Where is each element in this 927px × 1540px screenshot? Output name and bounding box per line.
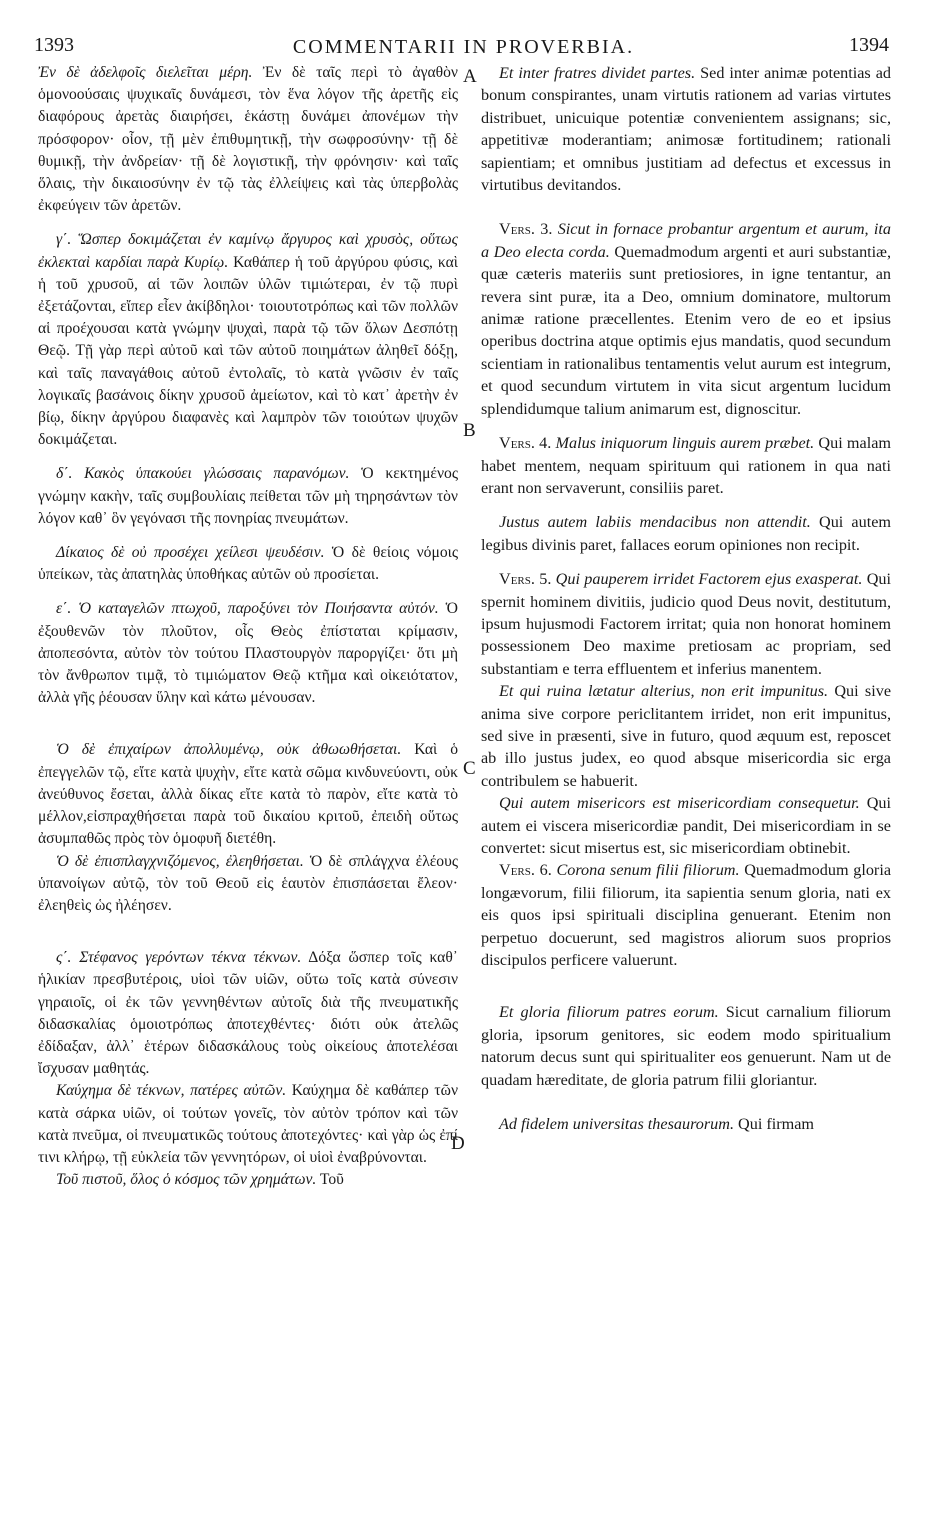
greek-text: Καθάπερ ἡ τοῦ ἀργύρου φύσις, καὶ ἡ τοῦ χρυσοῦ, αἱ τῶν λοιπῶν ὑλῶν τιμιώτεραι, ἐν τῷ πυρὶ ἐξετάζονται, εἴπερ εἶεν ἀκίβδηλοι· τοιουτοτρόπως καὶ τῶν πολλῶν αἱ προέχουσαι κατὰ γνώμην ψυχαὶ, παρὰ τῷ τῶν ὅλων Δεσπότῃ Θεῷ. Τῇ γὰρ περὶ αὐτοῦ καὶ τῶν αὐτοῦ ποιημάτων ἀληθεῖ δόξῃ, καὶ ταῖς παναγάθοις αὐτοῦ ἐντολαῖς, τὸ κατὰ γνῶσιν ἐν ταῖς λογικαῖς βασάνοις δίκην χρυσοῦ ἀμείωτον, καὶ τὸ κατ᾽ ἀρετὴν ἐν βίῳ, δίκην ἀργύρου διαφανὲς καὶ λαμπρὸν τῶν τοιούτων ψυχῶν δοκιμάζεται. [38,253,458,449]
greek-paragraph [38,1169,458,1191]
greek-lemma: ε΄. Ὁ καταγελῶν πτωχοῦ, παροξύνει τὸν Ποιήσαντα αὐτόν. [56,600,439,618]
margin-letter-c: C [463,758,476,779]
greek-text: Ὁ ἐξουθενῶν τὸν πλοῦτον, οἷς Θεὸς ἐπίσταται κρίμασιν, ἀποπεσόντα, αὐτὸν τὸν τούτου Πλαστουργὸν παροργίζει· ὅτι μὴ τὸν ἄνθρωπον τιμᾷ, τὸ τιμιώματον Θεῷ κτῆμα καὶ οἰκειότατον, ἀλλὰ γῆς ῥέουσαν ὕλην καὶ κάτω μένουσαν. [38,600,459,707]
latin-text: Qui malam habet mentem, nequam spirituum qui rationem in qua nati erant non servaverunt, consiliis paret. [481,434,891,497]
greek-lemma: Ἐν δὲ ἀδελφοῖς διελεῖται μέρη. [38,64,253,81]
greek-text: Ἐν δὲ ταῖς περὶ τὸ ἀγαθὸν ὁμονοούσαις ψυχικαῖς δυνάμεσι, τὸν ἕνα λόγον τῆς ἀρετῆς εἰς διαφόρους ἀρετὰς διαιρήσει, ἑκάστῃ δυνάμει ἀπονέμων τὴν πρόσφορον· οἷον, τῇ μὲν ἐπιθυμητικῇ, τὴν σωφροσύνην· τῇ δὲ θυμικῇ, τὴν ἀνδρείαν· τῇ δὲ λογιστικῇ, τὴν φρόνησιν· καὶ ταῖς ὅλαις, τὴν δικαιοσύνην ἐν τῷ τὰς ἐλλείψεις καὶ τὰς ὑπερβολὰς ἐκφεύγειν τῶν ἀρετῶν. [38,64,458,215]
latin-paragraph [481,218,891,420]
latin-lemma: Qui autem misericors est misericordiam consequetur. [499,794,860,813]
page-header [0,28,927,62]
latin-text: Qui sive anima sive corpore periclitantem irridet, non erit impunitus, sed sive in præsenti, sive in futuro, quod æquum est, reposcet ab illo justus judex, eo quod absque misericordia sic erga contribulem se habuerit. [481,682,891,790]
greek-paragraph [38,739,458,850]
latin-lemma: Et gloria filiorum patres eorum. [499,1003,719,1022]
greek-paragraph [38,1080,458,1169]
margin-letter-b: B [463,420,476,441]
latin-text: Qui spernit hominem divitiis, judicio quod Deus novit, destitutum, ipsum hujusmodi Factorem irritat; quia non honorat hominem possessionem Deo maxime pretiosam ac propriam, sed substantiam e terra effluentem et inferius manentem. [481,570,892,678]
latin-text: Quemadmodum argenti et auri substantiæ, quæ cæteris materiis sunt pretiosiores, in igne tentantur, an revera sint puræ, ita a Deo, omnium dominatore, multorum animæ ratione præcellentes. Etenim vero de eo et ipsius operibus doctrina atque optimis ejus mandatis, quod secundum scientiam in rationalibus tentamentis velut aurum est integrum, et quod secundum virtutem in vita sicut argentum lucidum splendidumque talium animarum est, dignoscitur. [481,242,891,418]
latin-text: Sicut carnalium filiorum gloria, ipsorum genitores, sic eodem modo spiritualium natorum decus sunt qui spiritualiter eos genuerunt. Nam ut de quadam hæreditate, de gloria patrum filii gloriantur. [481,1003,891,1089]
running-title: COMMENTARII IN PROVERBIA. [292,36,635,58]
greek-text: Καὶ ὁ ἐπεγγελῶν τῷ, εἴτε κατὰ ψυχὴν, εἴτε κατὰ σῶμα κινδυνεύοντι, οὐκ ἀνεύθυνος ἔσεται, ἀλλὰ δίκας εἴτε κατὰ τὸ παρὸν, εἴτε κατὰ τὸ μέλλον,εἰσπραχθήσεται παρὰ τοῦ δικαίου κριτοῦ, ἐπειδὴ οὕτως ἀσυμπαθῶς πρὸς τὸν ὁμοφυῆ διετέθη. [38,741,458,848]
latin-paragraph [481,62,891,196]
latin-text: Qui firmam [734,1115,815,1134]
latin-paragraph [481,859,891,971]
latin-text: Qui autem ei viscera misericordiæ pandit, Dei misericordiam in se convertet: sicut misertus est, sic misericordiam obtinebit. [481,794,891,857]
greek-paragraph [38,229,458,451]
latin-lemma: Ad fidelem universitas thesaurorum. [499,1115,734,1134]
latin-paragraph [481,680,891,792]
margin-letter-d: D [451,1133,465,1154]
greek-lemma: Δίκαιος δὲ οὐ προσέχει χείλεσι ψευδέσιν. [56,544,325,562]
latin-lemma: Corona senum filii filiorum. [551,861,740,880]
greek-lemma: γ΄. Ὥσπερ δοκιμάζεται ἐν καμίνῳ ἄργυρος καὶ χρυσὸς, οὕτως ἐκλεκταὶ καρδίαι παρὰ Κυρίῳ. [38,231,458,271]
latin-column [481,62,891,1135]
greek-text: Ὁ δὲ σπλάγχνα ἐλέους ὑπανοίγων αὐτῷ, τὸν τοῦ Θεοῦ εἰς ἑαυτὸν ἐπισπάσεται ἔλεον· ἐλεηθεὶς ὡς ἠλέησεν. [38,852,458,914]
greek-paragraph [38,62,458,217]
greek-lemma: Τοῦ πιστοῦ, ὅλος ὁ κόσμος τῶν χρημάτων. [56,1171,317,1189]
latin-paragraph [481,511,891,556]
latin-paragraph [481,792,891,859]
greek-paragraph [38,851,458,918]
verse-number: Vers. 5. [499,570,552,589]
latin-lemma: Justus autem labiis mendacibus non attendit. [499,513,811,532]
greek-lemma: Καύχημα δὲ τέκνων, πατέρες αὐτῶν. [56,1082,287,1100]
greek-paragraph [38,598,458,709]
latin-text: Sed inter animæ potentias ad bonum conspirantes, unam virtutis rationem ad varias virtutes distribuet, unicuique potentiæ convenientem assignans; sic, appetitivæ moderantiam; animosæ fortitudinem; rationali sapientiam; et omnibus justitiam ad defectus et excessus in virtutibus devitandos. [481,64,891,195]
latin-text: Quemadmodum gloria longævorum, filii filiorum, ita sapientia senum gloria, nati ex eis quos ipsi spirituali disciplina genuerant. Etenim non perpetuo docuerunt, sed magistros aliorum suos proprios discipulos perficere valuerunt. [481,861,892,970]
latin-lemma: Et inter fratres dividet partes. [499,64,696,82]
latin-lemma: Malus iniquorum linguis aurem præbet. [551,434,815,453]
latin-paragraph [481,1113,891,1135]
latin-paragraph [481,568,891,680]
greek-lemma: δ΄. Κακὸς ὑπακούει γλώσσαις παρανόμων. [56,465,350,483]
greek-text: Ὁ δὲ θείοις νόμοις ὑπείκων, τὰς ἀπατηλὰς ὑποθήκας αὐτῶν οὐ προσίεται. [38,544,458,584]
page-number-left: 1393 [34,34,74,56]
greek-paragraph [38,463,458,530]
latin-lemma: Et qui ruina lætatur alterius, non erit impunitus. [499,682,829,701]
greek-lemma: ς΄. Στέφανος γερόντων τέκνα τέκνων. [56,949,302,967]
greek-lemma: Ὁ δὲ ἐπισπλαγχνιζόμενος, ἐλεηθήσεται. [56,852,304,870]
greek-lemma: Ὁ δὲ ἐπιχαίρων ἀπολλυμένῳ, οὐκ ἀθωωθήσεται. [56,741,402,759]
greek-column [38,62,458,1191]
verse-number: Vers. 4. [499,434,552,453]
latin-paragraph [481,432,891,499]
latin-lemma: Qui pauperem irridet Factorem ejus exasperat. [551,570,863,589]
greek-text: Ὁ κεκτημένος γνώμην κακὴν, ταῖς συμβουλίαις πείθεται τῶν μὴ τηρησάντων τὸν λόγον καθ᾽ ὃν γεγόνασι τῆς πονηρίας πνευμάτων. [38,465,459,527]
greek-text: Καύχημα δὲ καθάπερ τῶν κατὰ σάρκα υἱῶν, οἱ τούτων γονεῖς, τὸν αὐτὸν τρόπον καὶ τῶν κατὰ πνεῦμα, οἱ πνευματικῶς τούτους ἀποτεχόντες· καὶ γὰρ ὡς ἐπί τινι κλήρῳ, τῇ εὐκλεία τῶν γεννητόρων, οἱ υἱοὶ ἐναβρύνονται. [38,1082,458,1166]
greek-text: Δόξα ὥσπερ τοῖς καθ᾽ ἡλικίαν πρεσβυτέροις, υἱοὶ τῶν υἱῶν, οὕτω τοῖς κατὰ σύνεσιν γηραιοῖς, οἱ ἐκ τῶν γεννηθέντων αὐτοῖς διὰ τῆς πνευματικῆς διδασκαλίας ὁμοιοτρόπως ἀποτεχθέντες· διότι οὐκ ἀτελῶς ἐδίδαξαν, ἀλλ᾽ ἑτέρων διδασκάλους τοὺς οἰκείους ἀποτελέσαι ἴσχυσαν μαθητάς. [38,949,458,1078]
page-number-right: 1394 [849,34,889,56]
greek-paragraph [38,947,458,1080]
latin-paragraph [481,1001,891,1091]
latin-text: Qui autem legibus divinis paret, fallaces eorum opiniones non recipit. [481,513,891,554]
margin-letter-a: A [463,66,477,87]
greek-text: Τοῦ [316,1171,344,1189]
verse-number: Vers. 3. [499,220,553,239]
latin-lemma: Sicut in fornace probantur argentum et aurum, ita a Deo electa corda. [481,220,891,261]
greek-paragraph [38,542,458,586]
verse-number: Vers. 6. [499,861,552,880]
